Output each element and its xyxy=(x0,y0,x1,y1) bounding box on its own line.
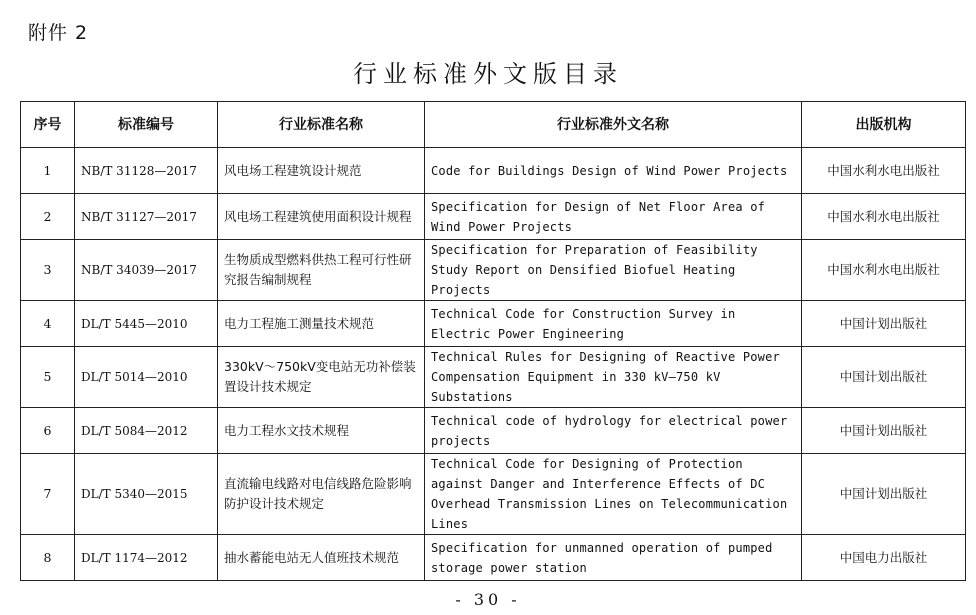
cell-name-cn: 电力工程水文技术规程 xyxy=(218,408,425,454)
table-row xyxy=(21,194,966,240)
cell-serial: 1 xyxy=(21,148,75,194)
table-header-row xyxy=(21,102,966,148)
cell-standard-code: DL/T 5014—2010 xyxy=(75,347,218,408)
table-row xyxy=(21,535,966,581)
cell-serial: 7 xyxy=(21,454,75,535)
cell-name-cn: 330kV～750kV变电站无功补偿装置设计技术规定 xyxy=(218,347,425,408)
cell-name-en: Code for Buildings Design of Wind Power Projects xyxy=(425,148,802,194)
cell-publisher: 中国水利水电出版社 xyxy=(802,148,966,194)
cell-serial: 4 xyxy=(21,301,75,347)
cell-name-en: Technical Rules for Designing of Reactive Power Compensation Equipment in 330 kV—750 kV Substations xyxy=(425,347,802,408)
cell-name-en: Specification for Preparation of Feasibility Study Report on Densified Biofuel Heating Projects xyxy=(425,240,802,301)
cell-standard-code: DL/T 1174—2012 xyxy=(75,535,218,581)
table-row xyxy=(21,240,966,301)
cell-serial: 3 xyxy=(21,240,75,301)
cell-name-cn: 电力工程施工测量技术规范 xyxy=(218,301,425,347)
cell-serial: 2 xyxy=(21,194,75,240)
cell-name-en: Technical Code for Designing of Protection against Danger and Interference Effects of DC Overhead Transmission Lines on Telecommunication Lines xyxy=(425,454,802,535)
table-row xyxy=(21,301,966,347)
header-standard-code: 标准编号 xyxy=(75,102,218,148)
cell-standard-code: DL/T 5445—2010 xyxy=(75,301,218,347)
cell-publisher: 中国计划出版社 xyxy=(802,347,966,408)
cell-publisher: 中国计划出版社 xyxy=(802,454,966,535)
header-publisher: 出版机构 xyxy=(802,102,966,148)
cell-standard-code: DL/T 5084—2012 xyxy=(75,408,218,454)
header-standard-name-en: 行业标准外文名称 xyxy=(425,102,802,148)
cell-name-en: Specification for unmanned operation of pumped storage power station xyxy=(425,535,802,581)
cell-publisher: 中国计划出版社 xyxy=(802,301,966,347)
standards-table xyxy=(20,101,966,581)
cell-name-en: Technical Code for Construction Survey in Electric Power Engineering xyxy=(425,301,802,347)
attachment-label: 附件 2 xyxy=(28,22,89,44)
cell-name-cn: 直流输电线路对电信线路危险影响防护设计技术规定 xyxy=(218,454,425,535)
cell-standard-code: NB/T 31127—2017 xyxy=(75,194,218,240)
cell-name-cn: 风电场工程建筑使用面积设计规程 xyxy=(218,194,425,240)
cell-serial: 5 xyxy=(21,347,75,408)
cell-publisher: 中国水利水电出版社 xyxy=(802,194,966,240)
cell-name-cn: 风电场工程建筑设计规范 xyxy=(218,148,425,194)
cell-standard-code: NB/T 34039—2017 xyxy=(75,240,218,301)
cell-standard-code: DL/T 5340—2015 xyxy=(75,454,218,535)
cell-name-en: Technical code of hydrology for electrical power projects xyxy=(425,408,802,454)
cell-name-cn: 生物质成型燃料供热工程可行性研究报告编制规程 xyxy=(218,240,425,301)
cell-publisher: 中国水利水电出版社 xyxy=(802,240,966,301)
page-title: 行业标准外文版目录 xyxy=(353,60,623,88)
cell-publisher: 中国计划出版社 xyxy=(802,408,966,454)
cell-name-en: Specification for Design of Net Floor Area of Wind Power Projects xyxy=(425,194,802,240)
table-row xyxy=(21,454,966,535)
table-row xyxy=(21,347,966,408)
table-row xyxy=(21,408,966,454)
cell-serial: 8 xyxy=(21,535,75,581)
cell-standard-code: NB/T 31128—2017 xyxy=(75,148,218,194)
cell-serial: 6 xyxy=(21,408,75,454)
cell-publisher: 中国电力出版社 xyxy=(802,535,966,581)
header-serial: 序号 xyxy=(21,102,75,148)
page-number: - 30 - xyxy=(455,590,521,609)
header-standard-name-cn: 行业标准名称 xyxy=(218,102,425,148)
table-row xyxy=(21,148,966,194)
cell-name-cn: 抽水蓄能电站无人值班技术规范 xyxy=(218,535,425,581)
